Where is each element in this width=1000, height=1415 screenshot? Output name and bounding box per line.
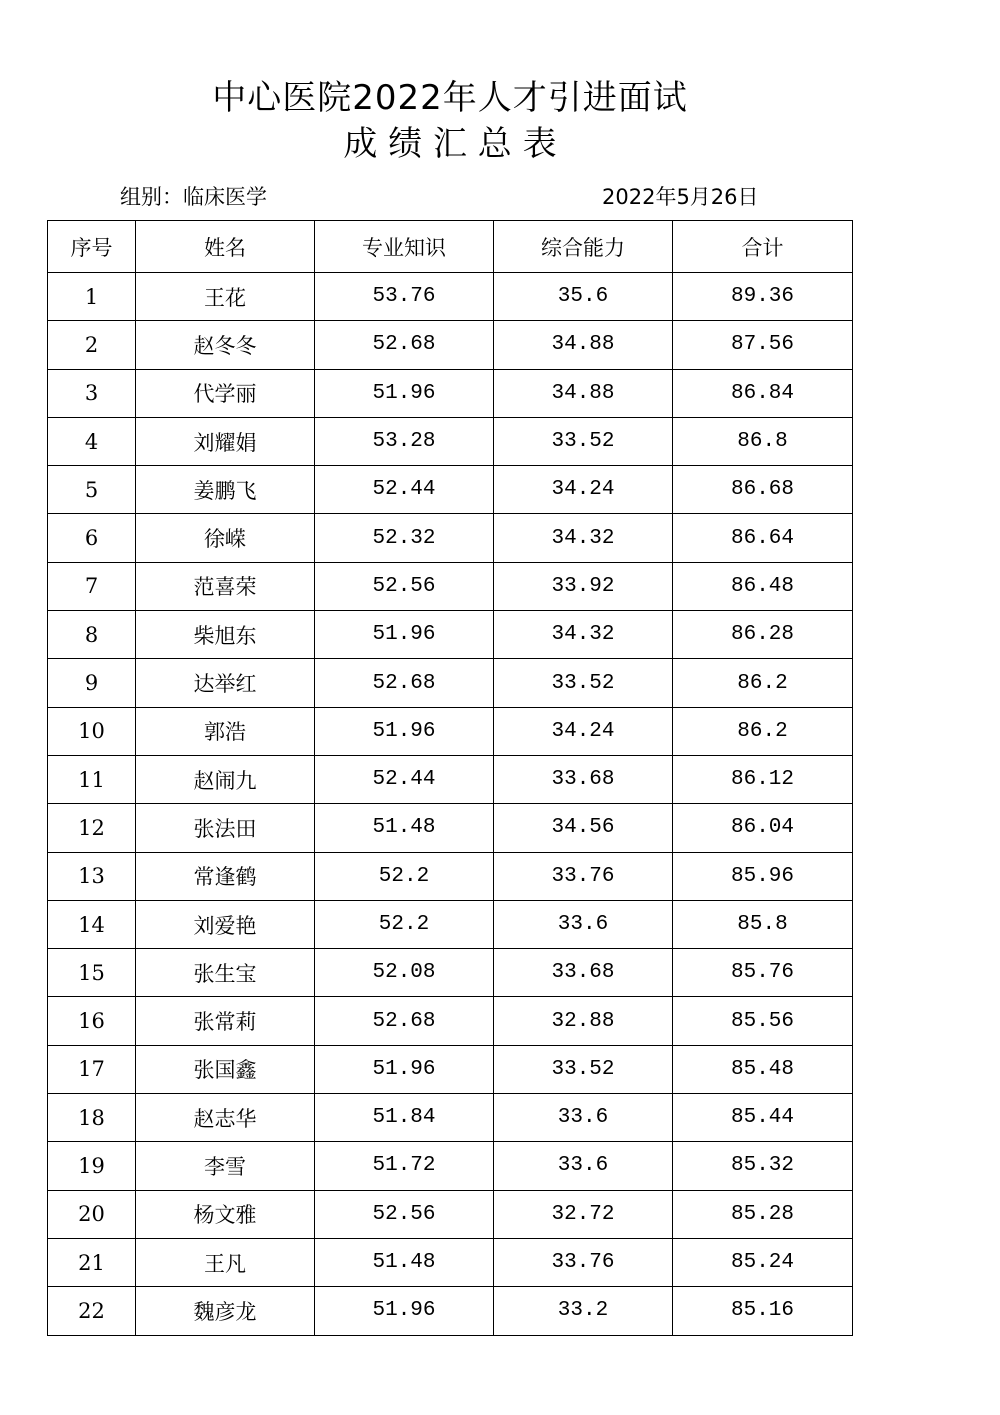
cell-knowledge: 52.32 [315,514,494,562]
cell-ability: 33.6 [494,900,673,948]
cell-ability: 34.88 [494,321,673,369]
cell-total: 86.2 [673,707,853,755]
header-ability: 综合能力 [494,221,673,273]
cell-knowledge: 52.68 [315,321,494,369]
table-row [48,1045,853,1093]
table-row [48,1142,853,1190]
cell-no: 21 [48,1238,136,1286]
cell-knowledge: 51.96 [315,1045,494,1093]
cell-knowledge: 51.48 [315,1238,494,1286]
cell-name: 张生宝 [136,949,315,997]
cell-name: 赵冬冬 [136,321,315,369]
cell-name: 魏彦龙 [136,1287,315,1335]
cell-total: 86.2 [673,659,853,707]
cell-total: 85.48 [673,1045,853,1093]
cell-no: 10 [48,707,136,755]
table-row [48,466,853,514]
cell-total: 86.48 [673,562,853,610]
cell-total: 85.8 [673,900,853,948]
cell-total: 85.96 [673,852,853,900]
cell-no: 18 [48,1094,136,1142]
cell-knowledge: 53.28 [315,417,494,465]
cell-name: 柴旭东 [136,611,315,659]
cell-no: 1 [48,273,136,321]
cell-no: 8 [48,611,136,659]
cell-name: 常逢鹤 [136,852,315,900]
cell-ability: 32.88 [494,997,673,1045]
cell-knowledge: 53.76 [315,273,494,321]
cell-name: 李雪 [136,1142,315,1190]
cell-total: 85.44 [673,1094,853,1142]
cell-knowledge: 51.96 [315,369,494,417]
cell-knowledge: 52.08 [315,949,494,997]
table-row [48,514,853,562]
cell-ability: 33.76 [494,1238,673,1286]
cell-name: 张法田 [136,804,315,852]
table-row [48,900,853,948]
table-row [48,1094,853,1142]
cell-no: 2 [48,321,136,369]
cell-name: 代学丽 [136,369,315,417]
cell-ability: 33.92 [494,562,673,610]
cell-no: 9 [48,659,136,707]
cell-name: 达举红 [136,659,315,707]
cell-ability: 34.24 [494,707,673,755]
cell-knowledge: 51.72 [315,1142,494,1190]
cell-total: 86.64 [673,514,853,562]
table-row [48,369,853,417]
document-title: 中心医院2022年人才引进面试 [212,78,688,118]
cell-name: 王花 [136,273,315,321]
cell-ability: 33.52 [494,659,673,707]
cell-knowledge: 52.68 [315,659,494,707]
table-row [48,997,853,1045]
header-name: 姓名 [136,221,315,273]
cell-ability: 34.56 [494,804,673,852]
cell-ability: 35.6 [494,273,673,321]
cell-name: 刘爱艳 [136,900,315,948]
cell-ability: 33.6 [494,1094,673,1142]
score-table [47,220,853,1336]
cell-total: 86.84 [673,369,853,417]
cell-name: 姜鹏飞 [136,466,315,514]
cell-total: 87.56 [673,321,853,369]
cell-no: 16 [48,997,136,1045]
document-subtitle: 成 绩 汇 总 表 [343,124,557,164]
cell-total: 89.36 [673,273,853,321]
cell-no: 20 [48,1190,136,1238]
cell-name: 郭浩 [136,707,315,755]
table-row [48,659,853,707]
cell-no: 5 [48,466,136,514]
table-row [48,417,853,465]
cell-no: 15 [48,949,136,997]
table-row [48,611,853,659]
cell-name: 王凡 [136,1238,315,1286]
table-row [48,1238,853,1286]
cell-knowledge: 52.44 [315,466,494,514]
cell-ability: 34.24 [494,466,673,514]
cell-knowledge: 51.48 [315,804,494,852]
cell-ability: 34.32 [494,514,673,562]
table-row [48,1190,853,1238]
cell-name: 徐嵘 [136,514,315,562]
cell-total: 85.24 [673,1238,853,1286]
cell-no: 17 [48,1045,136,1093]
table-header-row [48,221,853,273]
cell-ability: 33.52 [494,1045,673,1093]
cell-total: 85.76 [673,949,853,997]
cell-name: 赵志华 [136,1094,315,1142]
cell-knowledge: 51.96 [315,1287,494,1335]
header-knowledge: 专业知识 [315,221,494,273]
cell-knowledge: 51.96 [315,611,494,659]
cell-no: 19 [48,1142,136,1190]
cell-total: 85.32 [673,1142,853,1190]
cell-no: 6 [48,514,136,562]
cell-total: 86.12 [673,755,853,803]
cell-knowledge: 51.84 [315,1094,494,1142]
cell-no: 12 [48,804,136,852]
cell-knowledge: 52.2 [315,852,494,900]
cell-ability: 33.6 [494,1142,673,1190]
cell-total: 85.28 [673,1190,853,1238]
cell-total: 86.04 [673,804,853,852]
cell-ability: 33.68 [494,949,673,997]
table-row [48,852,853,900]
cell-ability: 33.68 [494,755,673,803]
table-body [48,273,853,1336]
cell-total: 85.16 [673,1287,853,1335]
cell-name: 赵闹九 [136,755,315,803]
cell-ability: 33.52 [494,417,673,465]
cell-name: 张国鑫 [136,1045,315,1093]
cell-total: 85.56 [673,997,853,1045]
header-no: 序号 [48,221,136,273]
table-row [48,1287,853,1335]
cell-no: 3 [48,369,136,417]
cell-no: 13 [48,852,136,900]
cell-no: 11 [48,755,136,803]
cell-name: 范喜荣 [136,562,315,610]
table-row [48,321,853,369]
cell-knowledge: 52.56 [315,562,494,610]
cell-total: 86.68 [673,466,853,514]
table-row [48,562,853,610]
cell-no: 14 [48,900,136,948]
cell-ability: 34.88 [494,369,673,417]
cell-knowledge: 52.2 [315,900,494,948]
table-row [48,707,853,755]
cell-name: 杨文雅 [136,1190,315,1238]
table-row [48,755,853,803]
table-row [48,949,853,997]
table-row [48,273,853,321]
cell-ability: 32.72 [494,1190,673,1238]
cell-no: 7 [48,562,136,610]
cell-ability: 33.2 [494,1287,673,1335]
header-total: 合计 [673,221,853,273]
cell-no: 22 [48,1287,136,1335]
cell-total: 86.8 [673,417,853,465]
date-label: 2022年5月26日 [602,185,759,209]
cell-knowledge: 51.96 [315,707,494,755]
cell-knowledge: 52.56 [315,1190,494,1238]
cell-name: 张常莉 [136,997,315,1045]
cell-ability: 34.32 [494,611,673,659]
cell-ability: 33.76 [494,852,673,900]
group-label: 组别：临床医学 [120,185,267,209]
cell-name: 刘耀娟 [136,417,315,465]
cell-no: 4 [48,417,136,465]
cell-knowledge: 52.44 [315,755,494,803]
cell-total: 86.28 [673,611,853,659]
table-row [48,804,853,852]
cell-knowledge: 52.68 [315,997,494,1045]
